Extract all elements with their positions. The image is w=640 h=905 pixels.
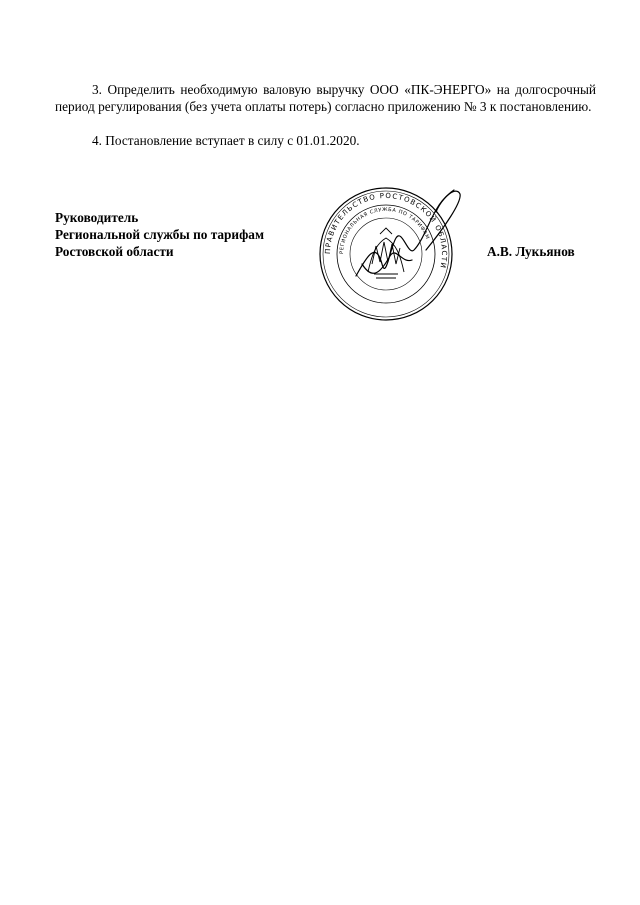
signatory-title-line-2: Региональной службы по тарифам [55, 227, 265, 242]
seal-inner-text: РЕГИОНАЛЬНАЯ СЛУЖБА ПО ТАРИФАМ [338, 206, 431, 255]
paragraph-4: 4. Постановление вступает в силу с 01.01.2020. [92, 133, 360, 148]
seal-outer-text: ПРАВИТЕЛЬСТВО РОСТОВСКОЙ ОБЛАСТИ [323, 191, 449, 270]
official-seal-icon [316, 184, 476, 328]
signatory-title-line-1: Руководитель [55, 210, 139, 225]
paragraph-3: 3. Определить необходимую валовую выручку ООО «ПК-ЭНЕРГО» на долгосрочный период регулирования (без учета оплаты потерь) согласно приложению № 3 к постановлению. [55, 82, 596, 114]
signatory-title [55, 209, 264, 260]
signatory-name: А.В. Лукьянов [487, 244, 575, 259]
signatory-title-line-3: Ростовской области [55, 244, 174, 259]
